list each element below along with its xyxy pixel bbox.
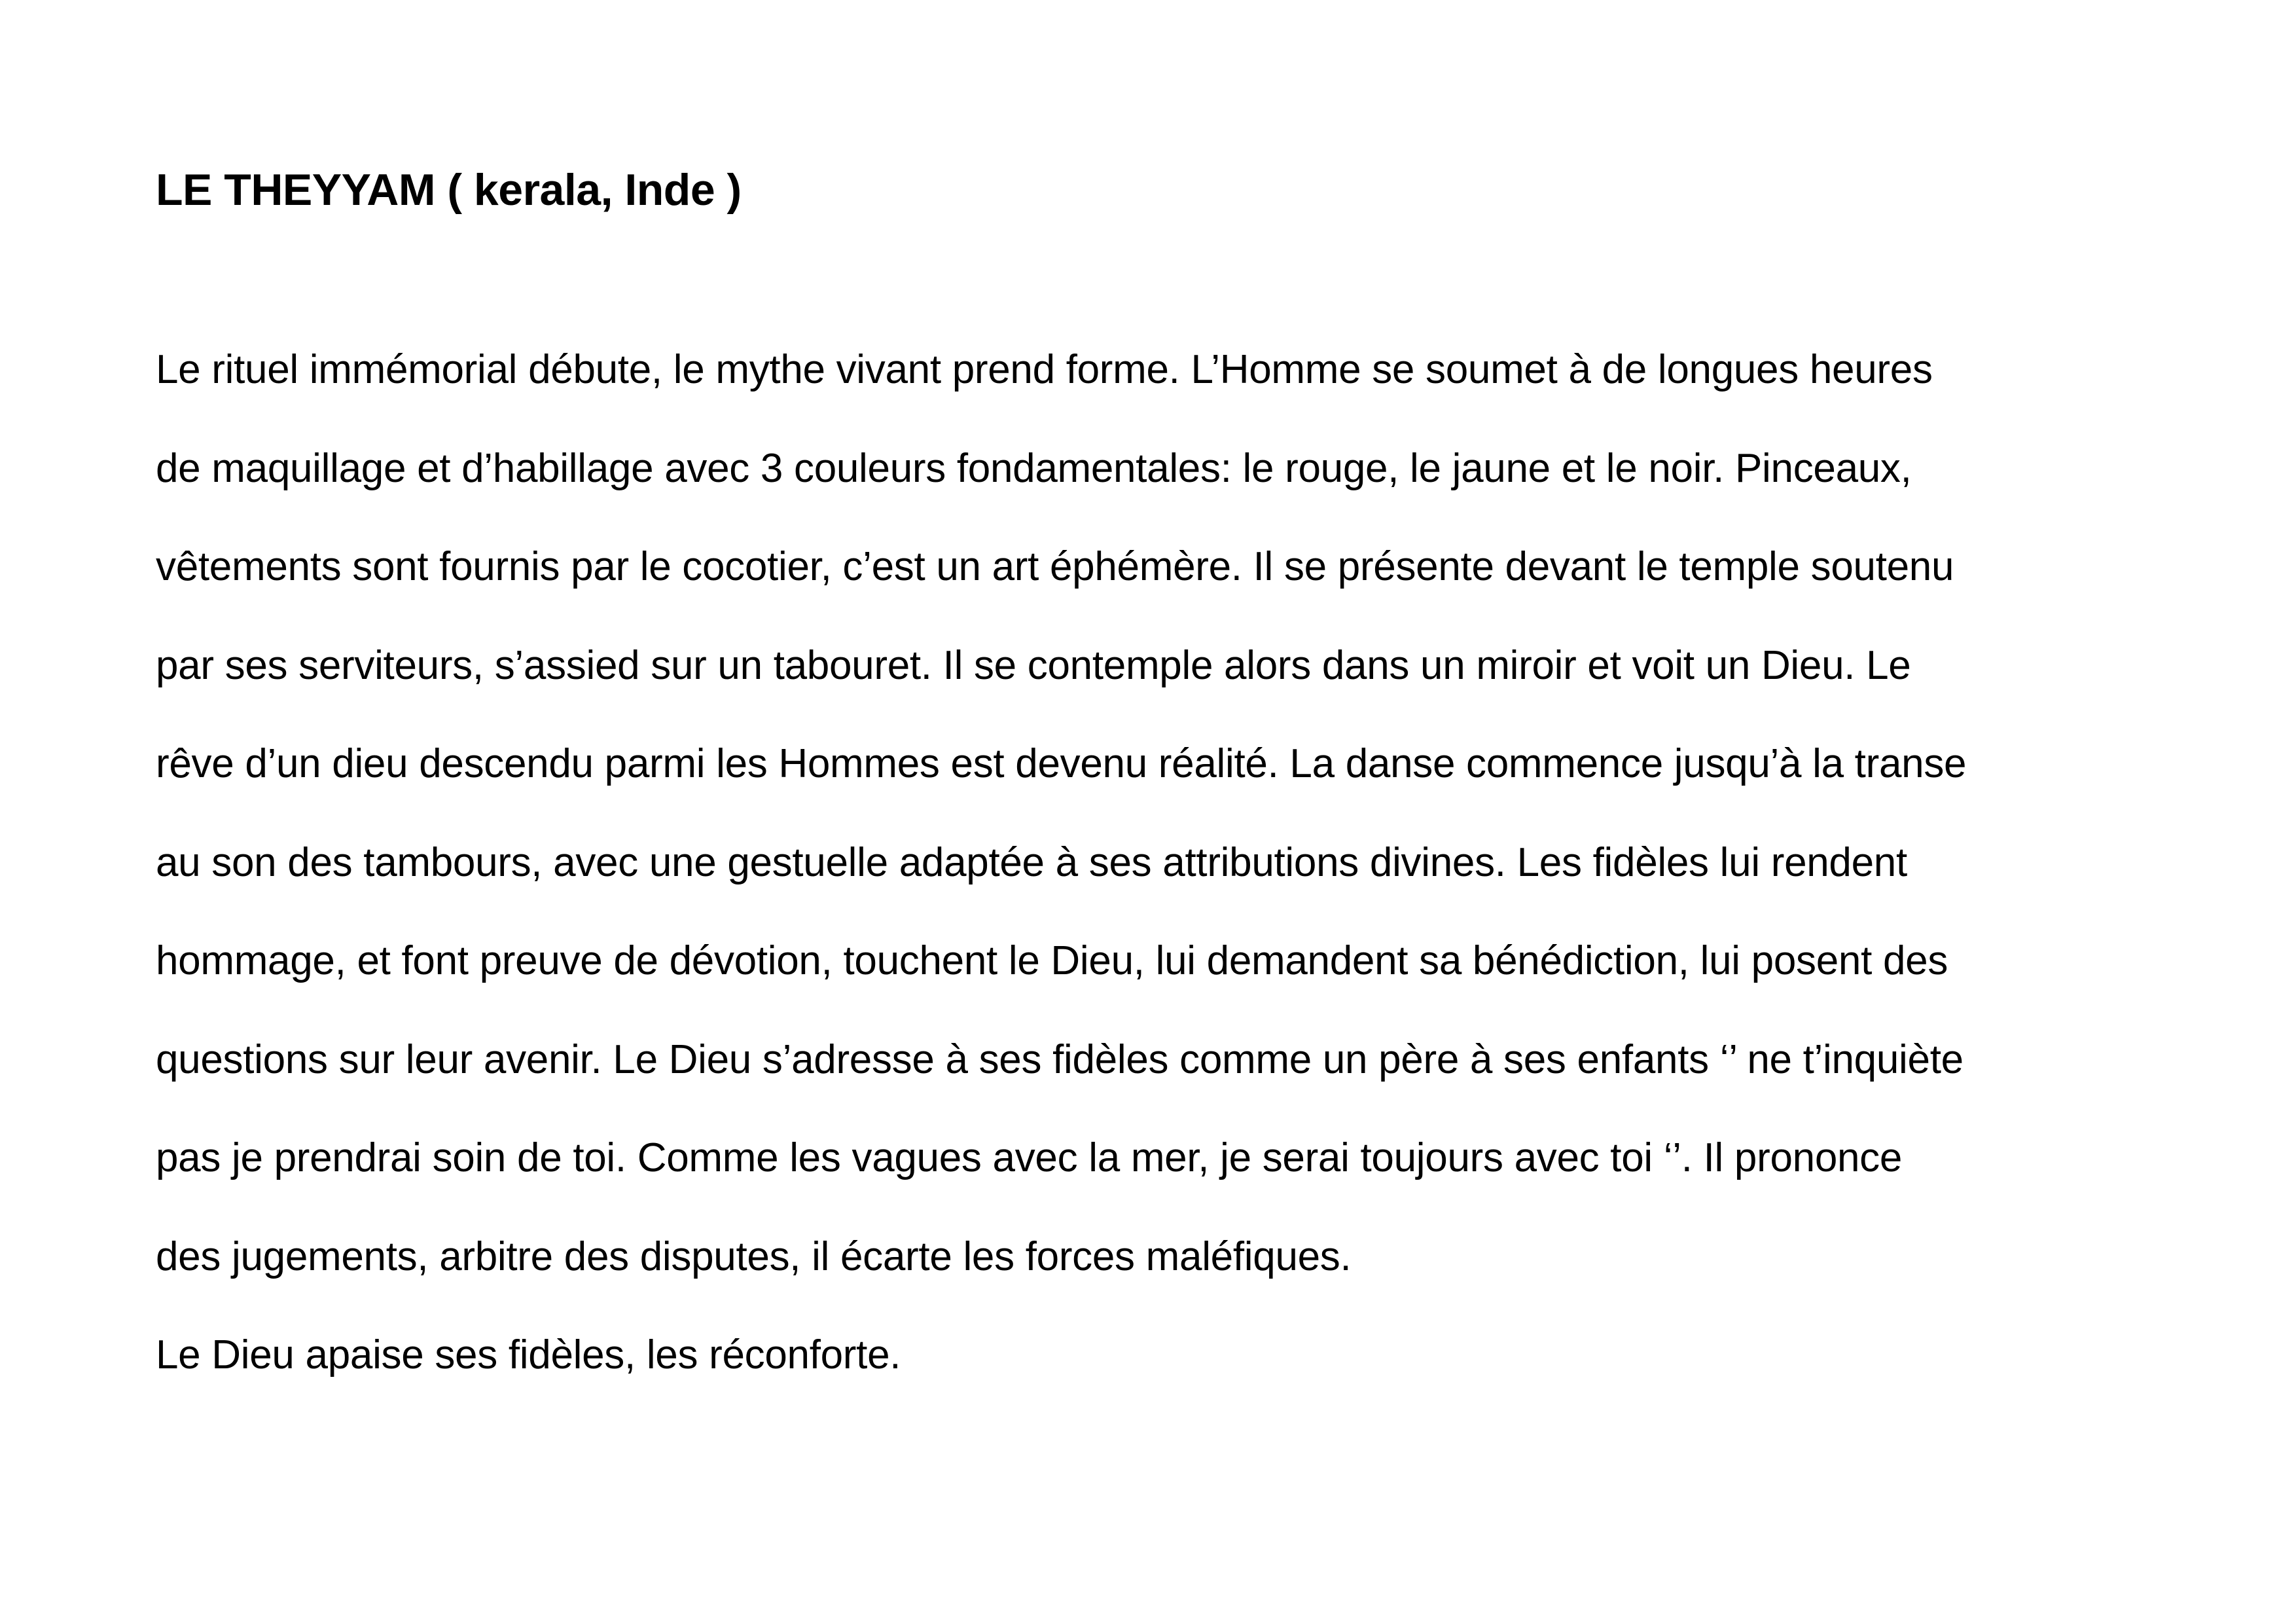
document-body bbox=[156, 321, 2185, 1405]
paragraph-line: de maquillage et d’habillage avec 3 couleurs fondamentales: le rouge, le jaune et le noir. Pinceaux, bbox=[156, 445, 1912, 491]
paragraph-line: au son des tambours, avec une gestuelle adaptée à ses attributions divines. Les fidèles lui rendent bbox=[156, 839, 1907, 885]
paragraph-line: par ses serviteurs, s’assied sur un tabouret. Il se contemple alors dans un miroir et voit un Dieu. Le bbox=[156, 642, 1911, 688]
paragraph-line: rêve d’un dieu descendu parmi les Hommes est devenu réalité. La danse commence jusqu’à la transe bbox=[156, 741, 1967, 786]
paragraph-line: hommage, et font preuve de dévotion, touchent le Dieu, lui demandent sa bénédiction, lui posent des bbox=[156, 938, 1948, 983]
paragraph-line: des jugements, arbitre des disputes, il écarte les forces maléfiques. bbox=[156, 1233, 1352, 1279]
paragraph-line: questions sur leur avenir. Le Dieu s’adresse à ses fidèles comme un père à ses enfants ‘’ ne t’inquiète bbox=[156, 1036, 1964, 1082]
closing-line: Le Dieu apaise ses fidèles, les réconforte. bbox=[156, 1332, 901, 1377]
paragraph-line: Le rituel immémorial débute, le mythe vivant prend forme. L’Homme se soumet à de longues heures bbox=[156, 347, 1933, 392]
document-title: LE THEYYAM ( kerala, Inde ) bbox=[156, 165, 742, 215]
paragraph-line: pas je prendrai soin de toi. Comme les vagues avec la mer, je serai toujours avec toi ‘’. Il prononce bbox=[156, 1135, 1903, 1180]
paragraph-line: vêtements sont fournis par le cocotier, c’est un art éphémère. Il se présente devant le temple soutenu bbox=[156, 544, 1954, 589]
